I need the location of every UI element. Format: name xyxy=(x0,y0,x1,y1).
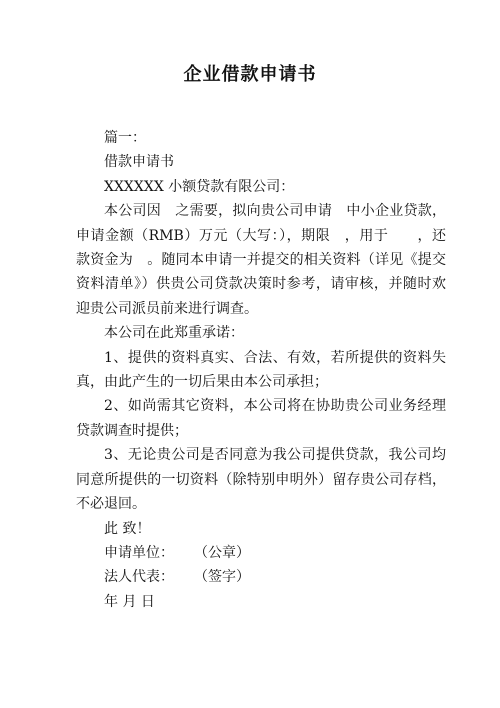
commitment-intro: 本公司在此郑重承诺： xyxy=(104,325,244,342)
applicant-label: 申请单位： xyxy=(104,544,174,561)
legal-rep-row xyxy=(76,565,446,589)
legal-rep-signature-placeholder: （签字） xyxy=(194,569,250,586)
recipient-line: XXXXXX 小额贷款有限公司： xyxy=(104,178,295,195)
section-label: 篇一： xyxy=(104,130,146,146)
doc-name: 借款申请书 xyxy=(104,154,174,171)
commitment-item-3: 3、无论贵公司是否同意为我公司提供贷款，我公司均同意所提供的一切资料（除特别申明外）留存贵公司存档，不必退回。 xyxy=(76,447,446,513)
commitment-item-2: 2、如尚需其它资料，本公司将在协助贵公司业务经理贷款调查时提供； xyxy=(76,398,446,439)
document-body xyxy=(76,126,446,614)
applicant-row xyxy=(76,541,446,565)
request-paragraph: 本公司因 之需要，拟向贵公司申请 中小企业贷款，申请金额（RMB）万元（大写：），期限 ，用于 ，还款资金为 。随同本申请一并提交的相关资料（详见《提交资料清单》）供贵公司贷款决策时参考，请审核，并随时欢迎贵公司派员前来进行调查。 xyxy=(76,203,446,317)
applicant-seal-placeholder: （公章） xyxy=(194,544,250,561)
legal-rep-label: 法人代表： xyxy=(104,569,174,586)
date-line: 年 月 日 xyxy=(104,593,155,610)
commitment-item-1: 1、提供的资料真实、合法、有效，若所提供的资料失真，由此产生的一切后果由本公司承担； xyxy=(76,349,446,391)
closing-line: 此 致！ xyxy=(104,520,151,537)
document-title: 企业借款申请书 xyxy=(183,64,317,85)
